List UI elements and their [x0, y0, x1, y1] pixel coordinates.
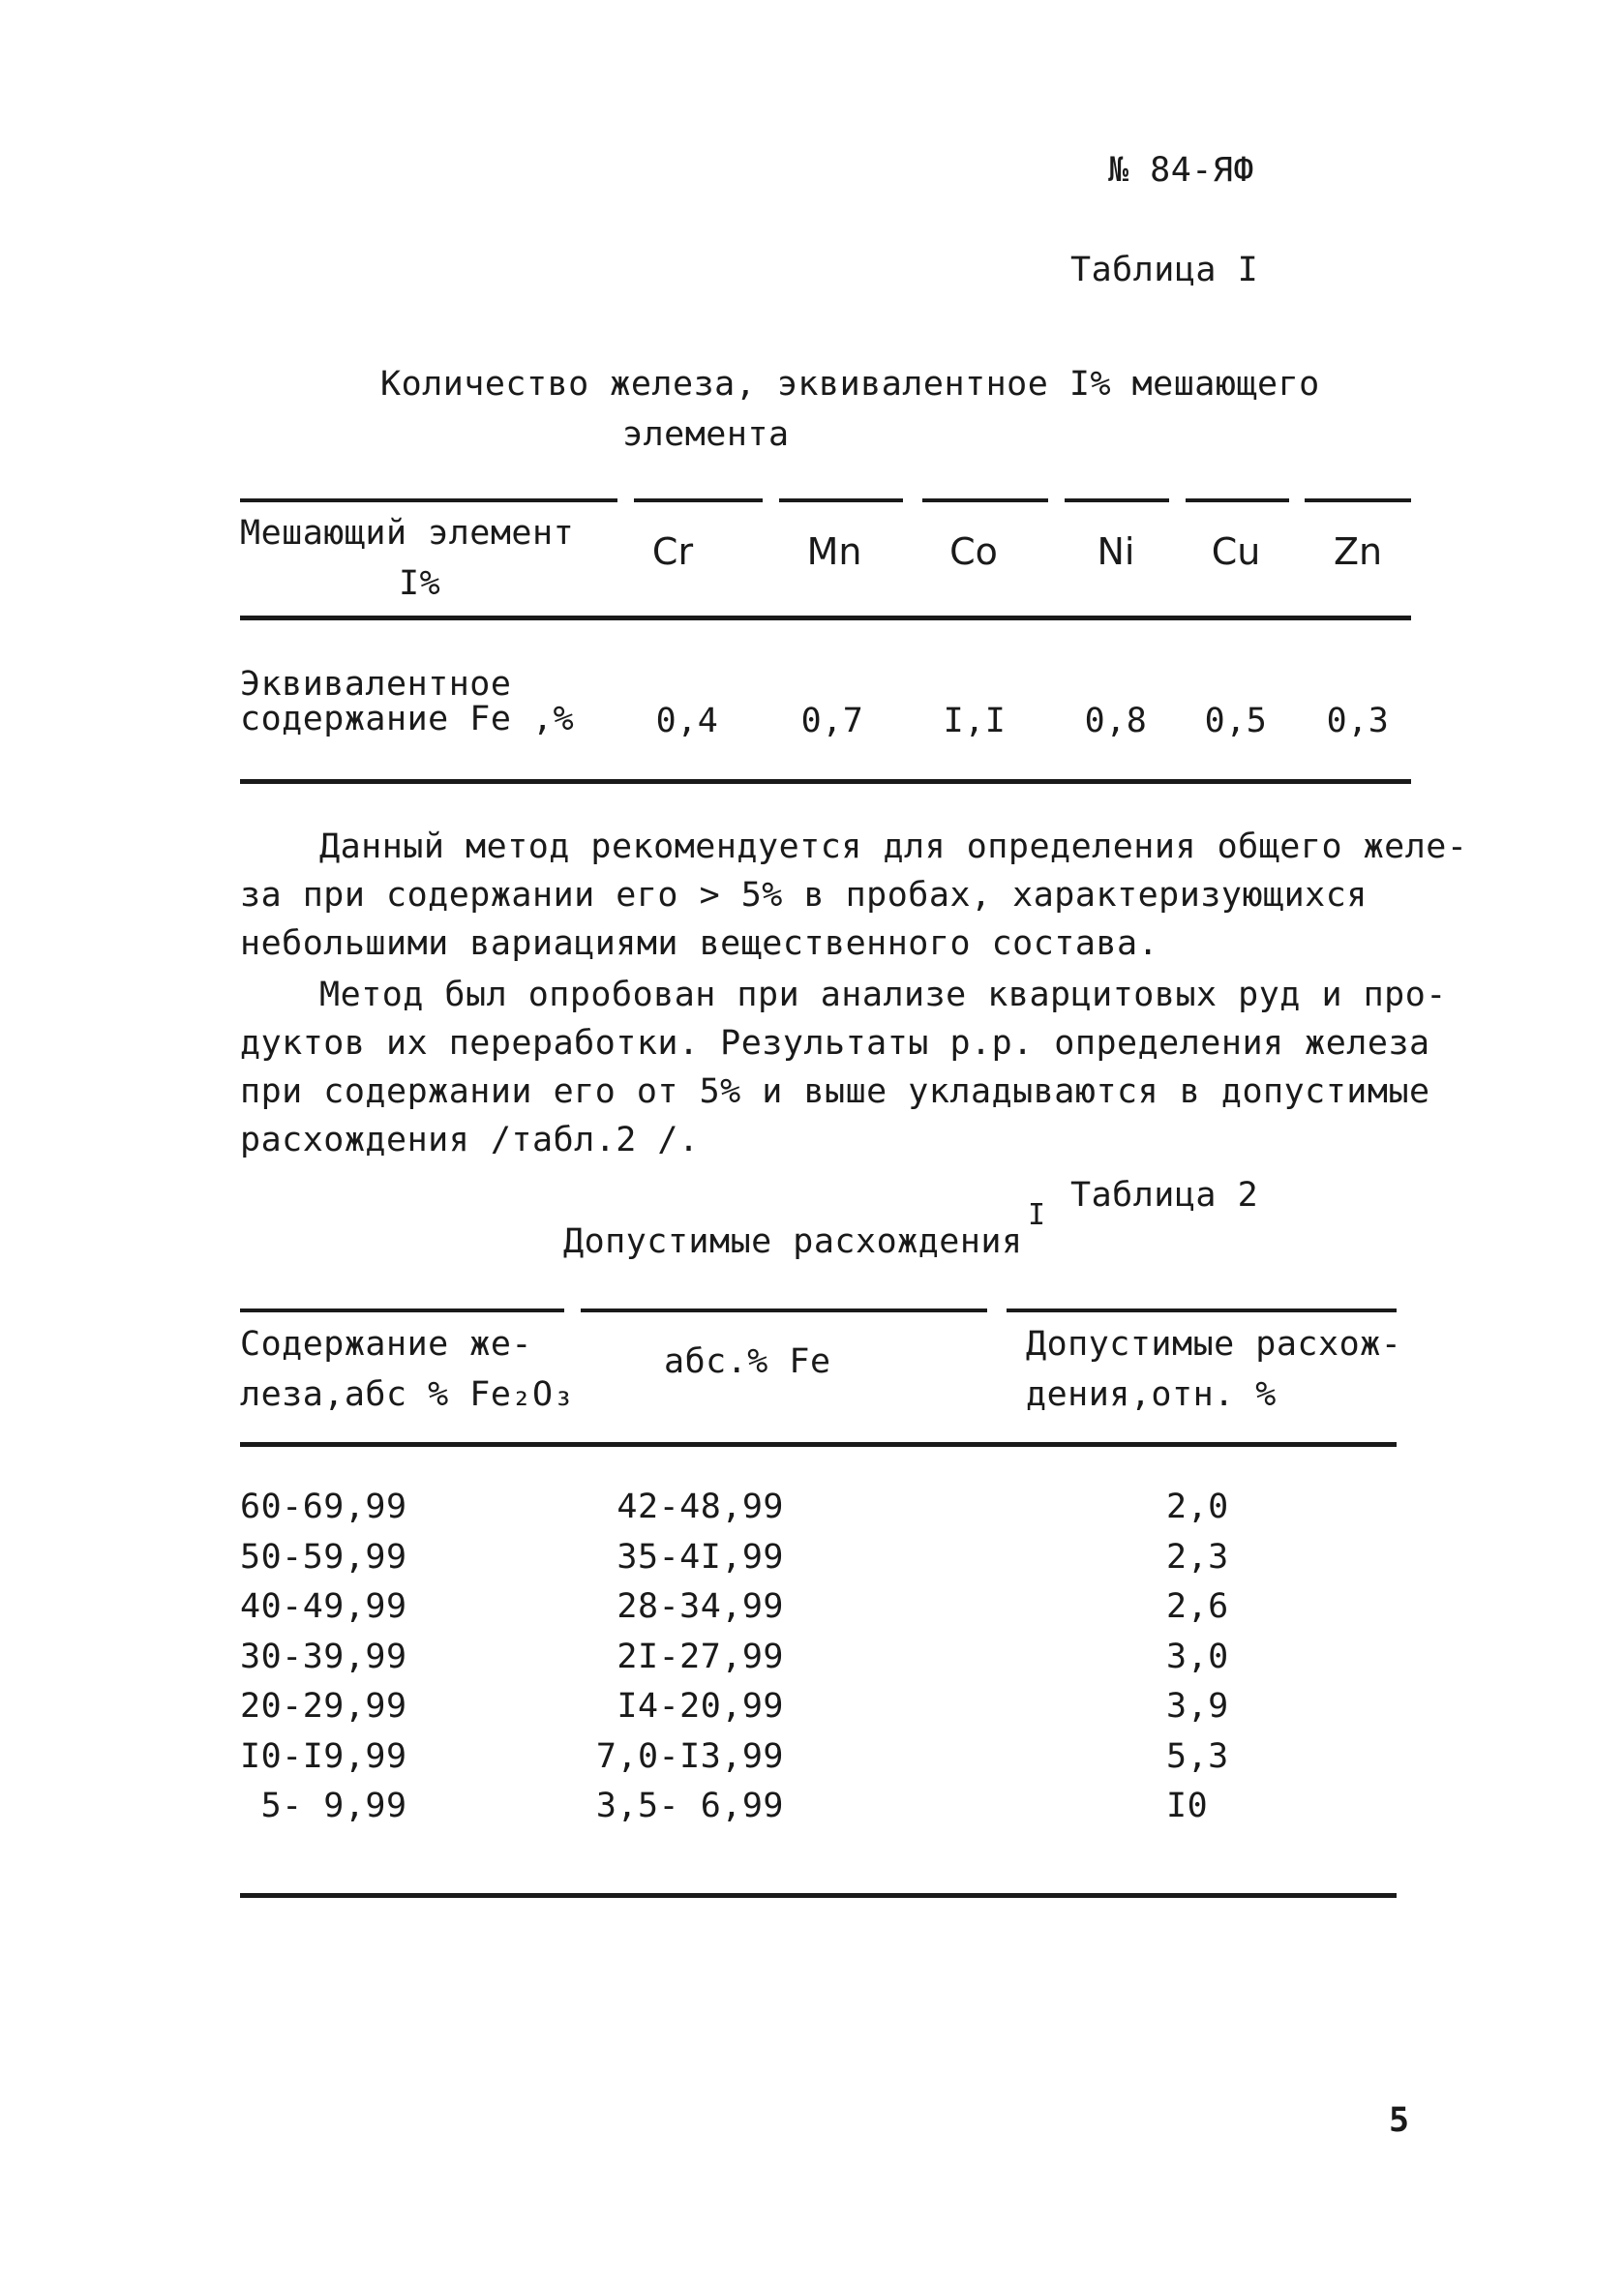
- table2-cell-fe2o3: 20-29,99: [240, 1687, 407, 1726]
- element-zn: Zn: [1333, 530, 1383, 573]
- table1-row2-label: Эквивалентное: [240, 665, 512, 704]
- table1-top-rule-seg: [1065, 498, 1169, 502]
- table2-cell-fe: I4-20,99: [617, 1687, 784, 1726]
- paragraph-2-line1: Метод был опробован при анализе кварцитовых руд и про-: [319, 976, 1447, 1014]
- value-cu: 0,5: [1204, 702, 1268, 740]
- paragraph-2-line4: расхождения /табл.2 /.: [240, 1121, 700, 1159]
- paragraph-1-line2: за при содержании его > 5% в пробах, характеризующихся: [240, 876, 1368, 915]
- table2-col2-header: абс.% Fe: [664, 1342, 831, 1381]
- value-zn: 0,3: [1326, 702, 1390, 740]
- paragraph-1-line3: небольшими вариациями вещественного состава.: [240, 924, 1159, 963]
- document-number: № 84-ЯФ: [1108, 151, 1255, 190]
- table2-cell-fe2o3: 60-69,99: [240, 1488, 407, 1526]
- table2-bottom-rule: [240, 1893, 1397, 1898]
- table2-cell-fe2o3: 5- 9,99: [240, 1787, 407, 1825]
- table2-label: Таблица 2: [1070, 1176, 1259, 1215]
- table1-top-rule-seg: [634, 498, 763, 502]
- value-co: I,I: [943, 702, 1007, 740]
- table2-cell-fe: 35-4I,99: [617, 1537, 784, 1577]
- value-ni: 0,8: [1084, 702, 1148, 740]
- element-mn: Mn: [806, 530, 862, 573]
- table2-cell-fe2o3: I0-I9,99: [240, 1736, 407, 1776]
- table2-cell-deviation: 3,0: [1166, 1637, 1229, 1676]
- element-cr: Cr: [651, 530, 694, 573]
- table1-top-rule: [240, 498, 617, 502]
- paragraph-2-line2: дуктов их переработки. Результаты р.р. определения железа: [240, 1024, 1430, 1063]
- value-mn: 0,7: [800, 702, 864, 740]
- table2-cell-deviation: 5,3: [1166, 1736, 1229, 1776]
- table2-col1-header-line2: леза,абс % Fe₂O₃: [240, 1375, 575, 1414]
- table2-cell-fe: 3,5- 6,99: [595, 1787, 784, 1825]
- table2-cell-deviation: 2,6: [1166, 1587, 1229, 1626]
- table1-row1-label-unit: I%: [399, 564, 441, 603]
- table2-top-rule-seg: [1007, 1308, 1397, 1312]
- table1-caption-line1: Количество железа, эквивалентное I% мешающего: [380, 365, 1320, 404]
- element-co: Co: [949, 530, 998, 573]
- table2-top-rule: [240, 1308, 564, 1312]
- table1-row2-label-unit: содержание Fe ,%: [240, 700, 575, 738]
- table2-top-rule-seg: [581, 1308, 987, 1312]
- table2-cell-fe: 2I-27,99: [617, 1637, 784, 1676]
- table1-top-rule-seg: [779, 498, 903, 502]
- table2-footnote-mark: I: [1028, 1198, 1046, 1232]
- element-cu: Cu: [1211, 530, 1261, 573]
- table1-row1-label: Мешающий элемент: [240, 514, 575, 553]
- table1-top-rule-seg: [922, 498, 1048, 502]
- table2-cell-fe2o3: 30-39,99: [240, 1637, 407, 1676]
- table2-cell-fe: 42-48,99: [617, 1488, 784, 1526]
- table2-cell-fe: 28-34,99: [617, 1587, 784, 1626]
- table2-cell-fe: 7,0-I3,99: [595, 1736, 784, 1776]
- table1-header-rule: [240, 616, 1411, 620]
- table2-cell-deviation: 2,0: [1166, 1488, 1229, 1526]
- table1-top-rule-seg: [1186, 498, 1289, 502]
- table2-cell-deviation: 2,3: [1166, 1537, 1229, 1577]
- table2-cell-fe2o3: 50-59,99: [240, 1537, 407, 1577]
- table2-cell-deviation: 3,9: [1166, 1687, 1229, 1726]
- table2-header-rule: [240, 1442, 1397, 1447]
- table2-cell-fe2o3: 40-49,99: [240, 1587, 407, 1626]
- table1-bottom-rule: [240, 779, 1411, 784]
- paragraph-1-line1: Данный метод рекомендуется для определения общего желе-: [319, 827, 1468, 866]
- paragraph-2-line3: при содержании его от 5% и выше укладываются в допустимые: [240, 1072, 1430, 1111]
- table2-col3-header: Допустимые расхож-: [1026, 1325, 1402, 1364]
- paragraph-2: [240, 975, 1447, 1160]
- table1-caption-line2: элемента: [622, 415, 790, 454]
- table2-cell-deviation: I0: [1166, 1787, 1209, 1825]
- page-number: 5: [1389, 2101, 1410, 2140]
- value-cr: 0,4: [655, 702, 719, 740]
- element-ni: Ni: [1097, 530, 1135, 573]
- table2-col3-header-line2: дения,отн. %: [1026, 1375, 1277, 1414]
- table1-label: Таблица I: [1070, 251, 1259, 289]
- table2-caption: Допустимые расхождения: [563, 1222, 1023, 1261]
- table2-col1-header: Содержание же-: [240, 1325, 533, 1364]
- paragraph-1: [240, 827, 1467, 964]
- table1-top-rule-seg: [1305, 498, 1411, 502]
